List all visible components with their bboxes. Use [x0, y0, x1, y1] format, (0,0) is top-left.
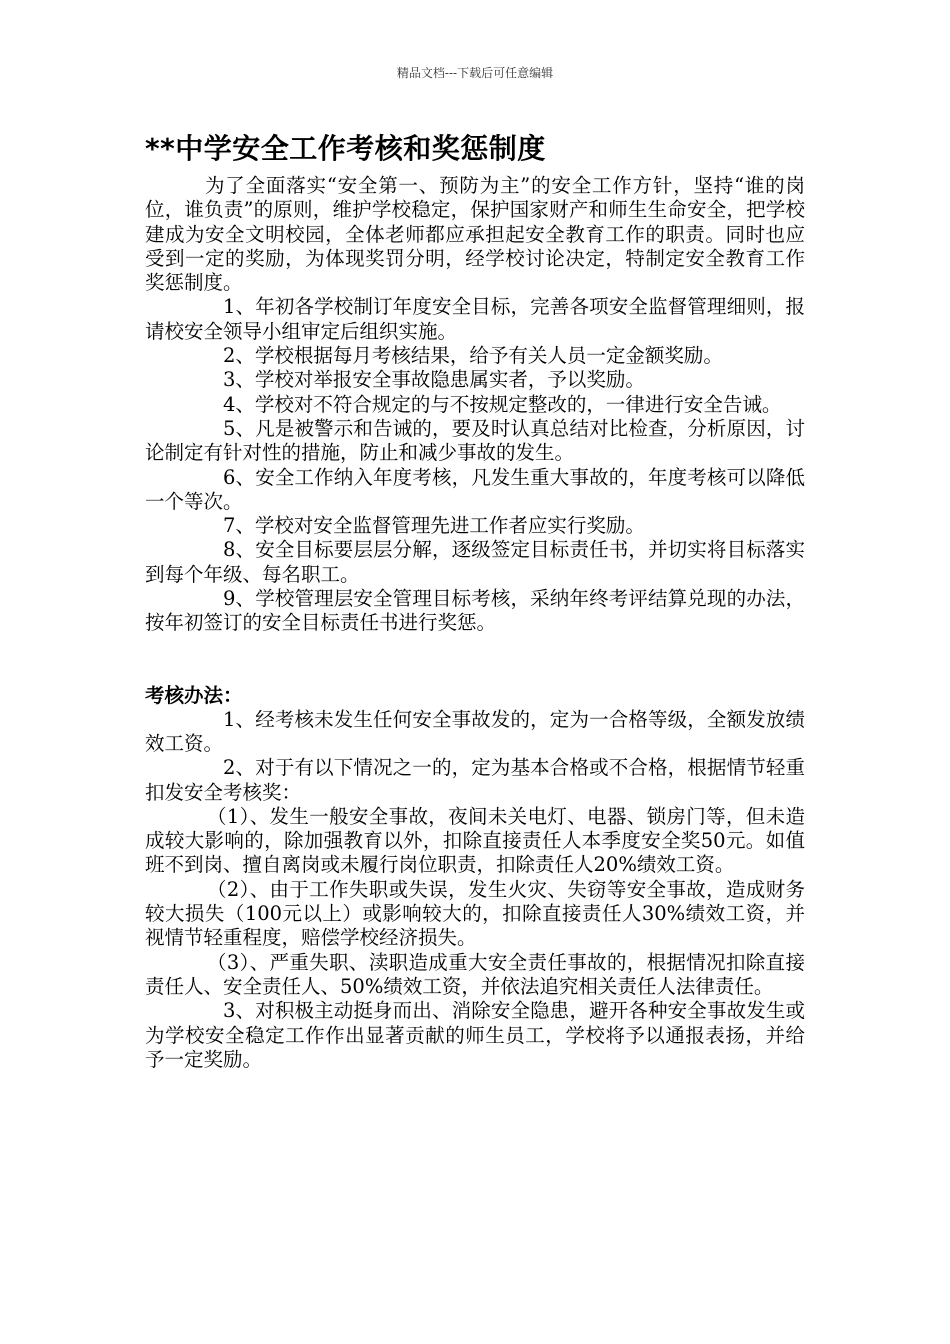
rule-item-3: 3、学校对举报安全事故隐患属实者，予以奖励。 — [223, 368, 645, 392]
rule-item-7: 7、学校对安全监督管理先进工作者应实行奖励。 — [223, 514, 645, 538]
rule-item-2: 2、学校根据每月考核结果，给予有关人员一定金额奖励。 — [223, 344, 723, 368]
rule-item-8: 8、安全目标要层层分解，逐级签定目标责任书，并切实将目标落实到每个年级、每名职工。 — [145, 538, 805, 586]
assessment-item-2: 2、对于有以下情况之一的，定为基本合格或不合格，根据情节轻重扣发安全考核奖： — [145, 756, 805, 804]
assessment-item-3: 3、对积极主动挺身而出、消除安全隐患，避开各种安全事故发生或为学校安全稳定工作作出显著贡献的师生员工，学校将予以通报表扬，并给予一定奖励。 — [145, 999, 805, 1071]
document-body — [145, 130, 805, 1072]
rule-item-9: 9、学校管理层安全管理目标考核，采纳年终考评结算兑现的办法，按年初签订的安全目标责任书进行奖惩。 — [145, 587, 805, 635]
assessment-sub-item-3: （3）、严重失职、渎职造成重大安全责任事故的，根据情况扣除直接责任人、安全责任人、50%绩效工资，并依法追究相关责任人法律责任。 — [145, 950, 805, 998]
assessment-heading: 考核办法： — [145, 683, 243, 707]
intro-paragraph: 为了全面落实“安全第一、预防为主”的安全工作方针，坚持“谁的岗位，谁负责”的原则，维护学校稳定，保护国家财产和师生生命安全，把学校建成为安全文明校园，全体老师都应承担起安全教育工作的职责。同时也应受到一定的奖励，为体现奖罚分明，经学校讨论决定，特制定安全教育工作奖惩制度。 — [145, 174, 805, 295]
document-title: **中学安全工作考核和奖惩制度 — [145, 132, 546, 165]
assessment-sub-item-1: （1）、发生一般安全事故，夜间未关电灯、电器、锁房门等，但未造成较大影响的，除加强教育以外，扣除直接责任人本季度安全奖50元。如值班不到岗、擅自离岗或未履行岗位职责，扣除责任人20%绩效工资。 — [145, 804, 805, 877]
rule-item-4: 4、学校对不符合规定的与不按规定整改的，一律进行安全告诫。 — [223, 392, 782, 416]
page-header: 精品文档---下载后可任意编辑 — [396, 66, 554, 80]
rule-item-5: 5、凡是被警示和告诫的，要及时认真总结对比检查，分析原因，讨论制定有针对性的措施，防止和减少事故的发生。 — [145, 416, 805, 465]
rule-item-6: 6、安全工作纳入年度考核，凡发生重大事故的，年度考核可以降低一个等次。 — [145, 465, 805, 513]
assessment-item-1: 1、经考核未发生任何安全事故发的，定为一合格等级，全额发放绩效工资。 — [145, 707, 805, 755]
rule-item-1: 1、年初各学校制订年度安全目标，完善各项安全监督管理细则，报请校安全领导小组审定后组织实施。 — [145, 295, 805, 343]
assessment-sub-item-2: （2）、由于工作失职或失误，发生火灾、失窃等安全事故，造成财务较大损失（100元以上）或影响较大的，扣除直接责任人30%绩效工资，并视情节轻重程度，赔偿学校经济损失。 — [145, 877, 805, 950]
